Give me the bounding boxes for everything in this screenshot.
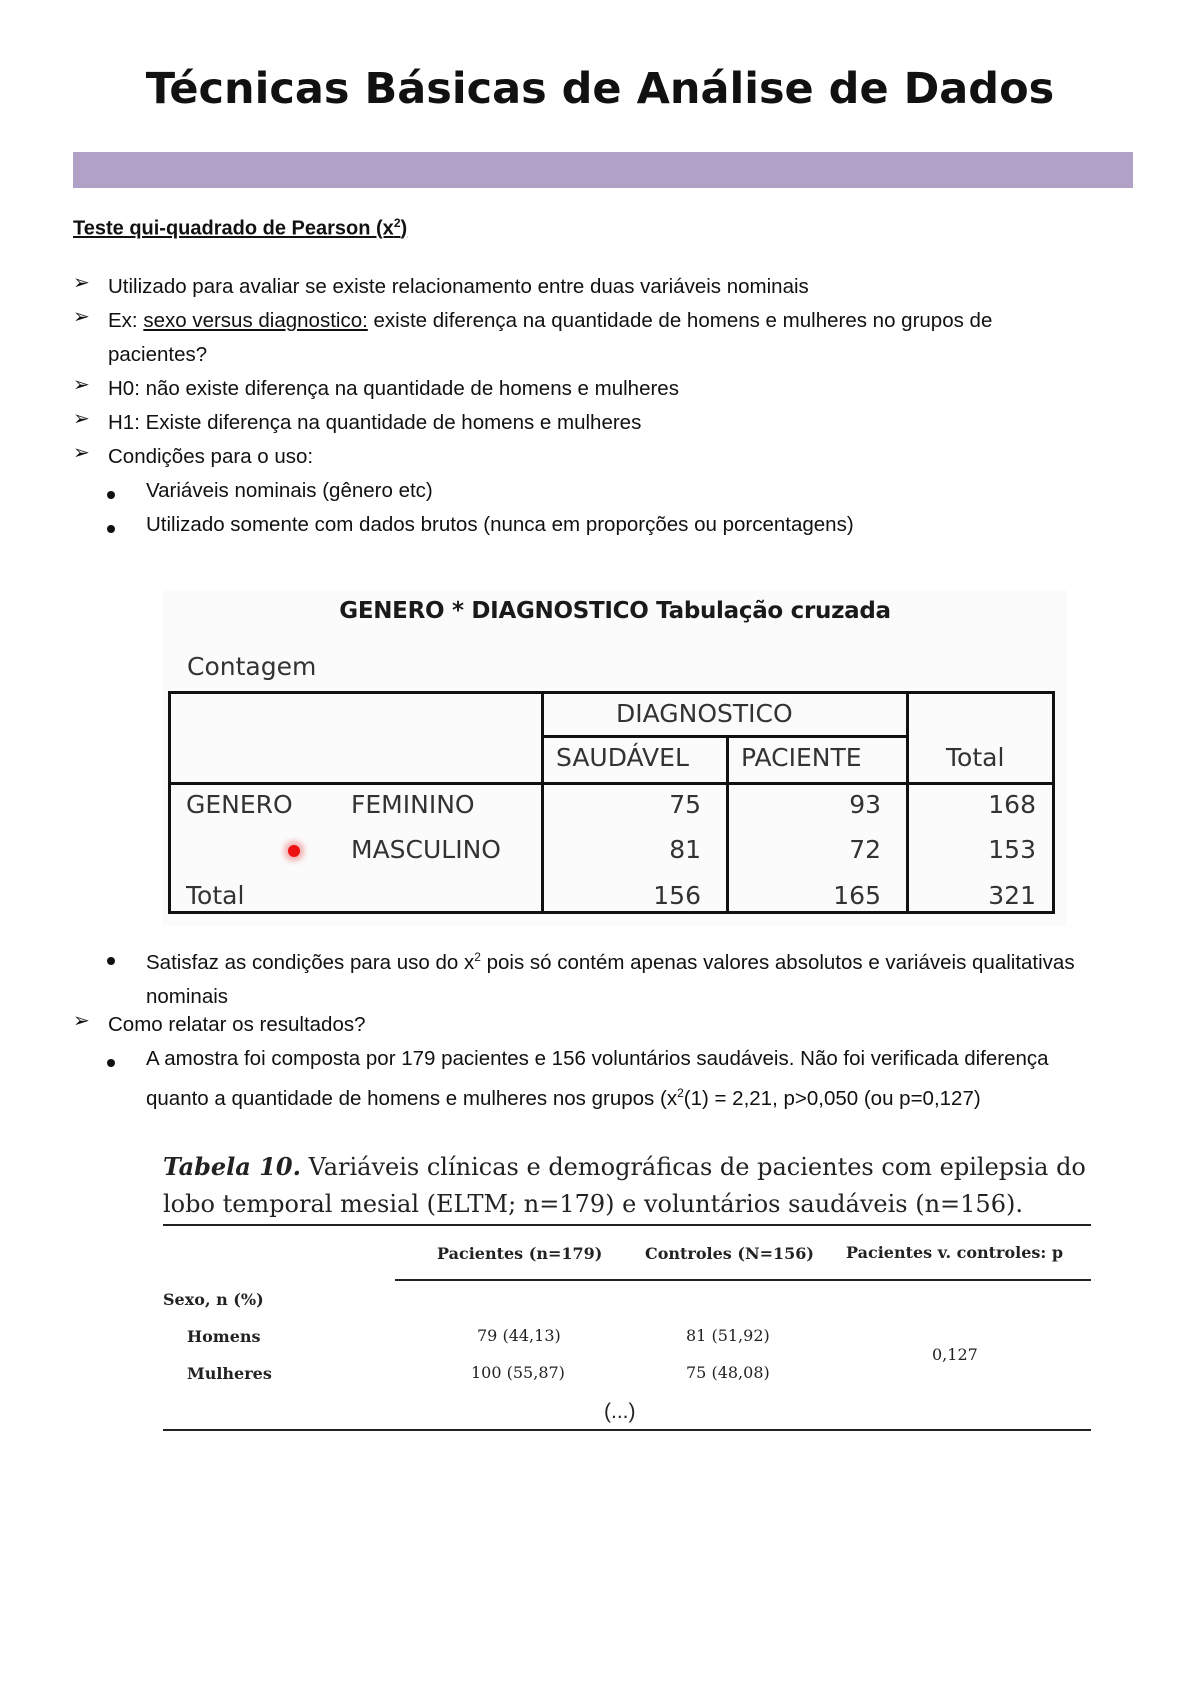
section-heading: Teste qui-quadrado de Pearson $(x^2)$ xyxy=(73,216,408,240)
arrow-bullet-icon: ➢ xyxy=(73,1010,90,1032)
row-header-masculino: MASCULINO xyxy=(351,835,501,864)
col-header-diagnostico: DIAGNOSTICO xyxy=(616,699,793,728)
grid-line xyxy=(541,694,544,911)
dot-bullet-icon xyxy=(107,491,115,499)
dot-bullet-icon xyxy=(107,957,115,965)
arrow-bullet-icon: ➢ xyxy=(73,374,90,396)
bullet-text: Utilizado para avaliar se existe relacionamento entre duas variáveis nominais xyxy=(108,275,809,298)
bullet-text: Ex: sexo versus diagnostico: existe diferença na quantidade de homens e mulheres no grupos de pacientes? xyxy=(108,309,993,366)
ellipsis: (...) xyxy=(604,1400,636,1423)
grid-line xyxy=(906,694,909,911)
p-value: 0,127 xyxy=(932,1345,978,1364)
sub-bullet-text: Satisfaz as condições para uso do $x^2$ pois só contém apenas valores absolutos e variáveis qualitativas nominais xyxy=(146,950,1075,1008)
cell-value: 79 (44,13) xyxy=(477,1326,561,1345)
col-header-total: Total xyxy=(946,743,1005,772)
dot-bullet-icon xyxy=(107,525,115,533)
cell-value: 75 (48,08) xyxy=(686,1363,770,1382)
arrow-bullet-icon: ➢ xyxy=(73,272,90,294)
header-band xyxy=(73,152,1133,188)
cell-value: 75 xyxy=(669,790,701,819)
crosstab-subtitle: Contagem xyxy=(187,652,317,681)
col-header-p: Pacientes v. controles: p xyxy=(846,1243,1064,1262)
red-marker-icon xyxy=(288,845,300,857)
crosstab-title: GENERO * DIAGNOSTICO Tabulação cruzada xyxy=(339,598,891,624)
dot-bullet-icon xyxy=(107,1059,115,1067)
row-header-sexo: Sexo, n (%) xyxy=(163,1290,264,1309)
bullet-text: Condições para o uso: xyxy=(108,445,314,468)
arrow-bullet-icon: ➢ xyxy=(73,442,90,464)
table-rule xyxy=(395,1279,1091,1281)
grid-line xyxy=(171,782,1052,785)
table-rule xyxy=(163,1224,1091,1226)
grid-line xyxy=(726,737,729,911)
cell-value: 72 xyxy=(849,835,881,864)
page-title: Técnicas Básicas de Análise de Dados xyxy=(145,64,1055,114)
sub-bullet-text: Variáveis nominais (gênero etc) xyxy=(146,479,433,502)
table10-caption: Tabela 10. Variáveis clínicas e demográficas de pacientes com epilepsia do lobo temporal mesial (ELTM; n=179) e voluntários saudáveis (n=156). xyxy=(163,1152,1086,1218)
arrow-bullet-icon: ➢ xyxy=(73,306,90,328)
bullet-text: Como relatar os resultados? xyxy=(108,1013,366,1036)
row-header-genero: GENERO xyxy=(186,790,293,819)
cell-value: 156 xyxy=(653,881,701,910)
cell-value: 168 xyxy=(988,790,1036,819)
cell-value: 81 xyxy=(669,835,701,864)
cell-value: 165 xyxy=(833,881,881,910)
cell-value: 321 xyxy=(988,881,1036,910)
col-header-paciente: PACIENTE xyxy=(741,743,862,772)
sub-bullet-text: A amostra foi composta por 179 pacientes e 156 voluntários saudáveis. Não foi verificada diferença quanto a quantidade de homens e mulheres nos grupos ($x^2(1) = 2,21$, p>0,050 (ou p=0,127) xyxy=(146,1047,1049,1110)
cell-value: 93 xyxy=(849,790,881,819)
row-header-mulheres: Mulheres xyxy=(187,1364,272,1383)
grid-line xyxy=(541,735,906,738)
sub-bullet-text: Utilizado somente com dados brutos (nunca em proporções ou porcentagens) xyxy=(146,513,854,536)
row-header-feminino: FEMININO xyxy=(351,790,475,819)
table-rule xyxy=(163,1429,1091,1431)
col-header-pacientes: Pacientes (n=179) xyxy=(437,1244,603,1263)
bullet-text: H1: Existe diferença na quantidade de homens e mulheres xyxy=(108,411,642,434)
bullet-text: H0: não existe diferença na quantidade de homens e mulheres xyxy=(108,377,679,400)
col-header-saudavel: SAUDÁVEL xyxy=(556,743,689,772)
crosstab-grid xyxy=(168,691,1055,914)
crosstab-table xyxy=(163,590,1067,926)
row-header-total: Total xyxy=(186,881,245,910)
cell-value: 153 xyxy=(988,835,1036,864)
arrow-bullet-icon: ➢ xyxy=(73,408,90,430)
col-header-controles: Controles (N=156) xyxy=(645,1244,814,1263)
cell-value: 100 (55,87) xyxy=(471,1363,565,1382)
row-header-homens: Homens xyxy=(187,1327,261,1346)
cell-value: 81 (51,92) xyxy=(686,1326,770,1345)
